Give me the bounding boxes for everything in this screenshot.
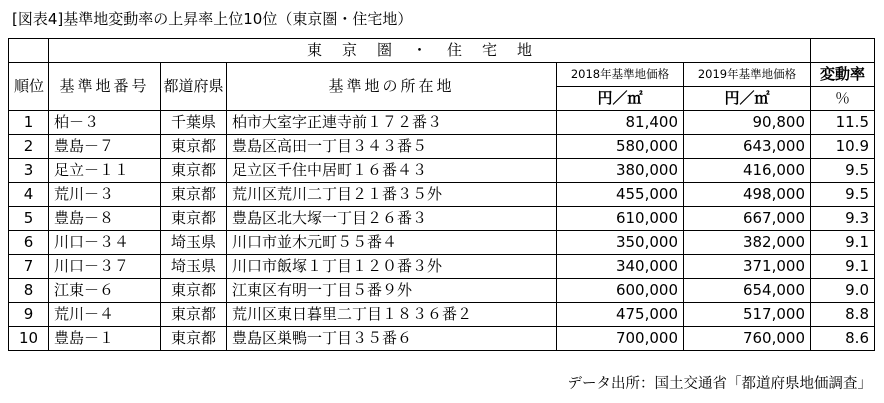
cell-price-2018: 580,000	[557, 135, 684, 159]
cell-location: 荒川区荒川二丁目２１番３５外	[227, 183, 557, 207]
header-empty-left	[9, 39, 49, 63]
cell-prefecture: 埼玉県	[161, 255, 227, 279]
cell-rank: 9	[9, 303, 49, 327]
cell-rate: 11.5	[811, 111, 875, 135]
table-row	[9, 183, 875, 207]
cell-code: 川口－３４	[49, 231, 161, 255]
header-row-group	[9, 39, 875, 63]
cell-rate: 8.8	[811, 303, 875, 327]
cell-prefecture: 東京都	[161, 279, 227, 303]
cell-price-2018: 455,000	[557, 183, 684, 207]
cell-location: 足立区千住中居町１６番４３	[227, 159, 557, 183]
cell-price-2019: 667,000	[684, 207, 811, 231]
unit-price-2018: 円／㎡	[557, 87, 684, 111]
header-rank: 順位	[9, 63, 49, 111]
cell-price-2018: 340,000	[557, 255, 684, 279]
cell-price-2018: 700,000	[557, 327, 684, 351]
cell-prefecture: 埼玉県	[161, 231, 227, 255]
cell-rank: 7	[9, 255, 49, 279]
cell-prefecture: 東京都	[161, 183, 227, 207]
table-row	[9, 303, 875, 327]
cell-rank: 10	[9, 327, 49, 351]
cell-rate: 9.0	[811, 279, 875, 303]
unit-price-2019: 円／㎡	[684, 87, 811, 111]
cell-code: 豊島－１	[49, 327, 161, 351]
cell-price-2019: 498,000	[684, 183, 811, 207]
cell-rank: 4	[9, 183, 49, 207]
table-row	[9, 327, 875, 351]
header-group-tokyo-residential: 東京圏・住宅地	[49, 39, 811, 63]
cell-price-2019: 416,000	[684, 159, 811, 183]
header-code: 基準地番号	[49, 63, 161, 111]
cell-prefecture: 東京都	[161, 135, 227, 159]
header-rate: 変動率	[811, 63, 875, 87]
cell-price-2019: 382,000	[684, 231, 811, 255]
cell-prefecture: 千葉県	[161, 111, 227, 135]
table-row	[9, 135, 875, 159]
cell-price-2019: 517,000	[684, 303, 811, 327]
header-row-columns	[9, 63, 875, 87]
cell-location: 豊島区巣鴨一丁目３５番６	[227, 327, 557, 351]
header-location: 基準地の所在地	[227, 63, 557, 111]
cell-rate: 8.6	[811, 327, 875, 351]
cell-rank: 5	[9, 207, 49, 231]
table-row	[9, 207, 875, 231]
cell-prefecture: 東京都	[161, 159, 227, 183]
header-price-2019: 2019年基準地価格	[684, 63, 811, 87]
cell-price-2018: 380,000	[557, 159, 684, 183]
cell-price-2019: 90,800	[684, 111, 811, 135]
cell-location: 豊島区高田一丁目３４３番５	[227, 135, 557, 159]
cell-location: 川口市飯塚１丁目１２０番３外	[227, 255, 557, 279]
cell-location: 江東区有明一丁目５番９外	[227, 279, 557, 303]
cell-rate: 9.3	[811, 207, 875, 231]
cell-code: 川口－３７	[49, 255, 161, 279]
header-prefecture: 都道府県	[161, 63, 227, 111]
cell-rate: 9.5	[811, 159, 875, 183]
table-row	[9, 111, 875, 135]
table-body	[9, 39, 875, 351]
figure-title: [図表4]基準地変動率の上昇率上位10位（東京圏・住宅地）	[12, 10, 413, 28]
cell-code: 荒川－３	[49, 183, 161, 207]
cell-code: 豊島－８	[49, 207, 161, 231]
cell-rate: 9.1	[811, 231, 875, 255]
ranking-table	[8, 38, 875, 351]
cell-prefecture: 東京都	[161, 303, 227, 327]
cell-location: 柏市大室字正連寺前１７２番３	[227, 111, 557, 135]
cell-price-2019: 760,000	[684, 327, 811, 351]
cell-price-2018: 475,000	[557, 303, 684, 327]
cell-price-2019: 371,000	[684, 255, 811, 279]
header-price-2018: 2018年基準地価格	[557, 63, 684, 87]
table-row	[9, 231, 875, 255]
cell-rank: 8	[9, 279, 49, 303]
header-empty-right	[811, 39, 875, 63]
cell-code: 柏－３	[49, 111, 161, 135]
cell-rank: 6	[9, 231, 49, 255]
cell-price-2018: 350,000	[557, 231, 684, 255]
cell-code: 江東－６	[49, 279, 161, 303]
cell-rate: 10.9	[811, 135, 875, 159]
cell-rank: 2	[9, 135, 49, 159]
cell-location: 荒川区東日暮里二丁目１８３６番２	[227, 303, 557, 327]
cell-price-2018: 81,400	[557, 111, 684, 135]
cell-location: 川口市並木元町５５番４	[227, 231, 557, 255]
cell-price-2018: 610,000	[557, 207, 684, 231]
cell-prefecture: 東京都	[161, 327, 227, 351]
cell-prefecture: 東京都	[161, 207, 227, 231]
cell-code: 豊島－７	[49, 135, 161, 159]
cell-location: 豊島区北大塚一丁目２６番３	[227, 207, 557, 231]
cell-rate: 9.1	[811, 255, 875, 279]
table-row	[9, 279, 875, 303]
cell-price-2019: 643,000	[684, 135, 811, 159]
table-row	[9, 255, 875, 279]
cell-rank: 3	[9, 159, 49, 183]
cell-price-2018: 600,000	[557, 279, 684, 303]
cell-rate: 9.5	[811, 183, 875, 207]
data-source-note: データ出所：国土交通省「都道府県地価調査」	[567, 376, 872, 392]
cell-code: 荒川－４	[49, 303, 161, 327]
cell-price-2019: 654,000	[684, 279, 811, 303]
unit-rate: ％	[811, 87, 875, 111]
table-row	[9, 159, 875, 183]
cell-rank: 1	[9, 111, 49, 135]
cell-code: 足立－１１	[49, 159, 161, 183]
